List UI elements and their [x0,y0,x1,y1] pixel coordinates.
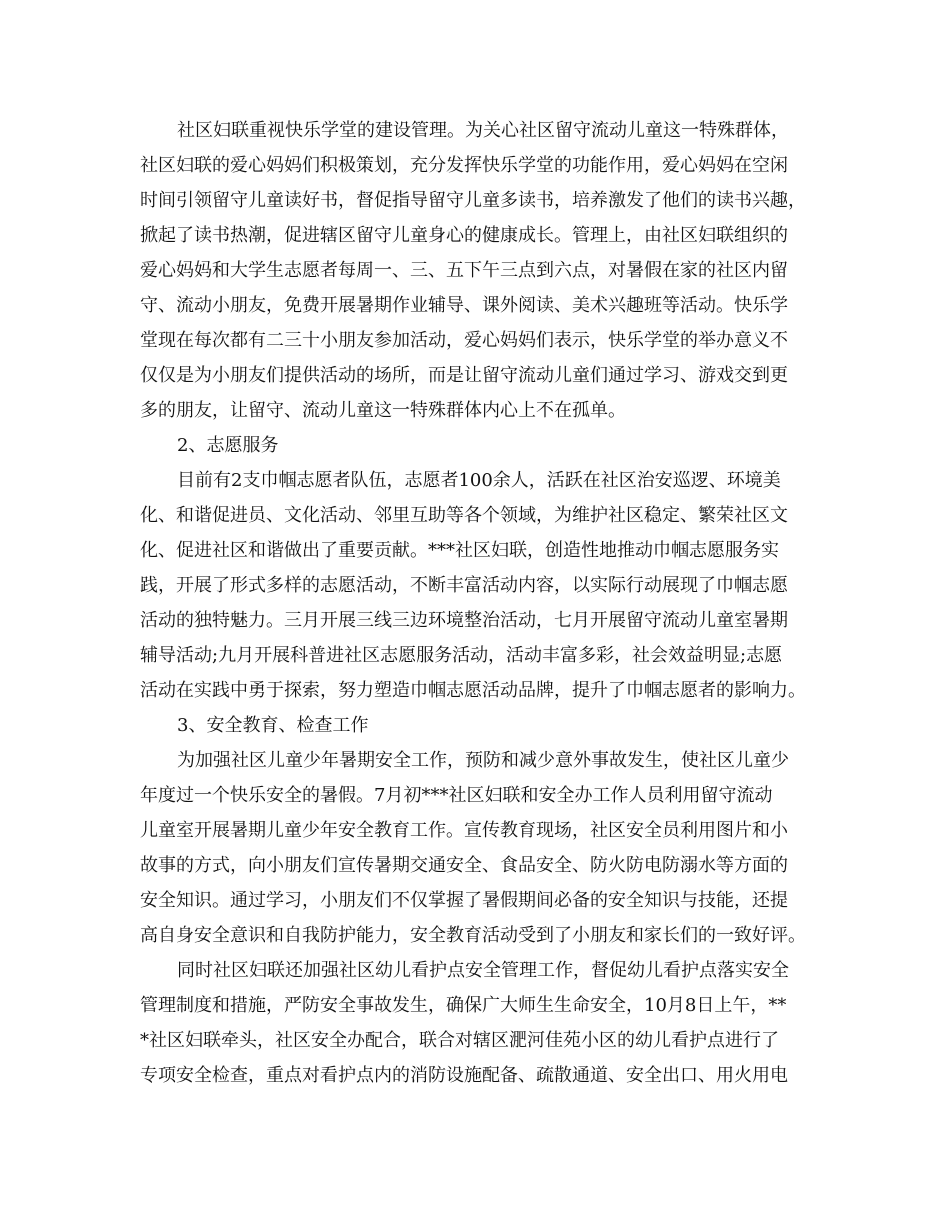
paragraph-line: 社区妇联重视快乐学堂的建设管理。为关心社区留守流动儿童这一特殊群体， [177,120,789,141]
paragraph-line: 活动的独特魅力。三月开展三线三边环境整治活动，七月开展留守流动儿童室暑期 [140,610,788,631]
paragraph-line: 年度过一个快乐安全的暑假。7月初***社区妇联和安全办工作人员利用留守流动 [140,785,773,806]
paragraph-line: 化、促进社区和谐做出了重要贡献。***社区妇联，创造性地推动巾帼志愿服务实 [140,540,779,561]
paragraph-line: 时间引领留守儿童读好书，督促指导留守儿童多读书，培养激发了他们的读书兴趣， [140,190,806,211]
section-heading: 2、志愿服务 [177,435,279,456]
section-heading: 3、安全教育、检查工作 [177,715,369,736]
paragraph-line: 掀起了读书热潮，促进辖区留守儿童身心的健康成长。管理上，由社区妇联组织的 [140,225,788,246]
paragraph-line: 仅仅是为小朋友们提供活动的场所，而是让留守流动儿童们通过学习、游戏交到更 [140,365,788,386]
paragraph-line: 社区妇联的爱心妈妈们积极策划，充分发挥快乐学堂的功能作用，爱心妈妈在空闲 [140,155,788,176]
paragraph-line: 堂现在每次都有二三十小朋友参加活动，爱心妈妈们表示，快乐学堂的举办意义不 [140,330,788,351]
paragraph-line: 爱心妈妈和大学生志愿者每周一、三、五下午三点到六点，对暑假在家的社区内留 [140,260,788,281]
paragraph-line: 多的朋友，让留守、流动儿童这一特殊群体内心上不在孤单。 [140,400,626,421]
paragraph-line: 目前有2支巾帼志愿者队伍，志愿者100余人，活跃在社区治安巡逻、环境美 [177,470,781,491]
paragraph-line: 故事的方式，向小朋友们宣传暑期交通安全、食品安全、防火防电防溺水等方面的 [140,855,788,876]
paragraph-line: 为加强社区儿童少年暑期安全工作，预防和减少意外事故发生，使社区儿童少 [177,750,789,771]
paragraph-line: 安全知识。通过学习，小朋友们不仅掌握了暑假期间必备的安全知识与技能，还提 [140,890,788,911]
paragraph-line: 儿童室开展暑期儿童少年安全教育工作。宣传教育现场，社区安全员利用图片和小 [140,820,788,841]
paragraph-line: 践，开展了形式多样的志愿活动，不断丰富活动内容，以实际行动展现了巾帼志愿 [140,575,788,596]
paragraph-line: 管理制度和措施，严防安全事故发生，确保广大师生生命安全，10月8日上午，** [140,995,787,1016]
paragraph-line: 化、和谐促进员、文化活动、邻里互助等各个领域，为维护社区稳定、繁荣社区文 [140,505,788,526]
paragraph-line: *社区妇联牵头，社区安全办配合，联合对辖区淝河佳苑小区的幼儿看护点进行了 [140,1030,779,1051]
paragraph-line: 专项安全检查，重点对看护点内的消防设施配备、疏散通道、安全出口、用火用电 [140,1065,788,1086]
paragraph-line: 活动在实践中勇于探索，努力塑造巾帼志愿活动品牌，提升了巾帼志愿者的影响力。 [140,680,806,701]
paragraph-line: 守、流动小朋友，免费开展暑期作业辅导、课外阅读、美术兴趣班等活动。快乐学 [140,295,788,316]
paragraph-line: 高自身安全意识和自我防护能力，安全教育活动受到了小朋友和家长们的一致好评。 [140,925,806,946]
paragraph-line: 辅导活动;九月开展科普进社区志愿服务活动，活动丰富多彩，社会效益明显;志愿 [140,645,783,666]
paragraph-line: 同时社区妇联还加强社区幼儿看护点安全管理工作，督促幼儿看护点落实安全 [177,960,789,981]
